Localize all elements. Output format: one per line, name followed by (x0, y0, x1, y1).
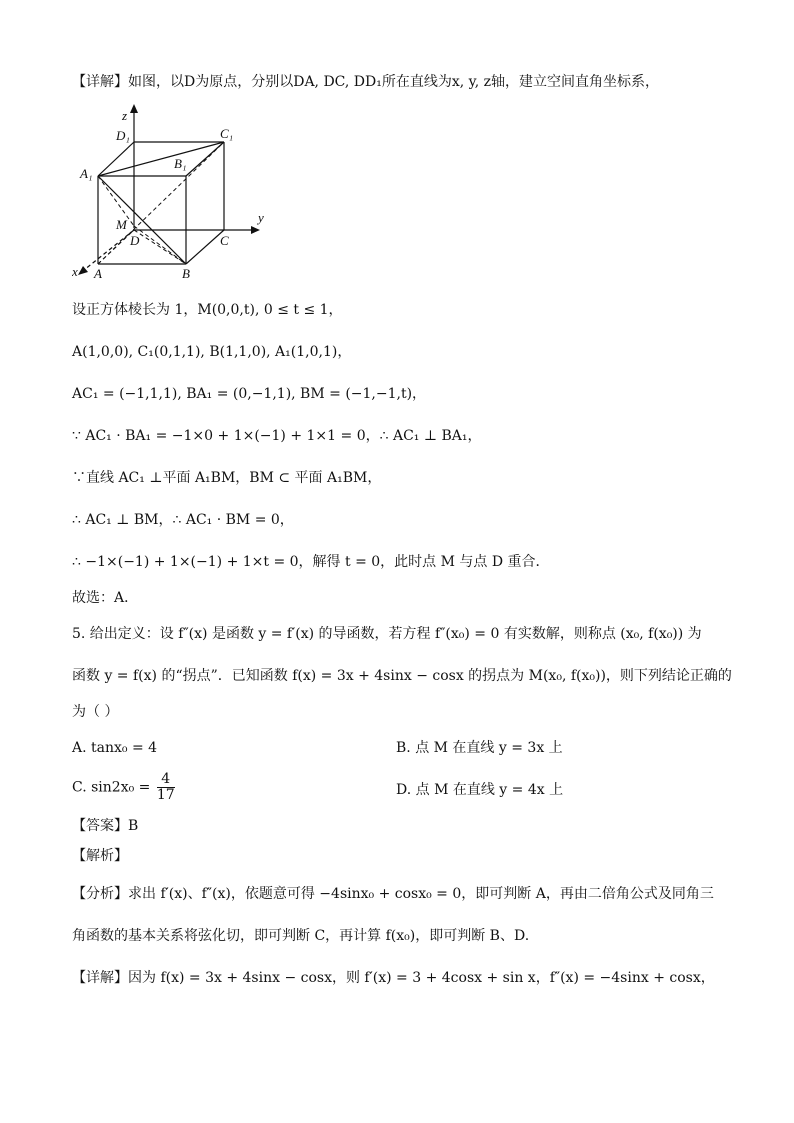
y-axis-arrow (251, 226, 260, 234)
option-c-fraction (157, 772, 175, 803)
q5-line3: 为（ ） (72, 704, 119, 720)
option-c-numerator: 4 (157, 772, 175, 788)
line-edge-length: 设正方体棱长为 1，M(0,0,t), 0 ≤ t ≤ 1， (72, 302, 343, 318)
line-coordinates: A(1,0,0), C₁(0,1,1), B(1,1,0), A₁(1,0,1)， (72, 344, 352, 360)
label-C1: C₁ (220, 126, 234, 141)
seg-MB (134, 226, 186, 264)
label-x: x (72, 264, 78, 279)
q5-line1: 5. 给出定义：设 f″(x) 是函数 y = f′(x) 的导函数，若方程 f″(x₀) = 0 有实数解，则称点 (x₀, f(x₀)) 为 (72, 626, 702, 642)
option-c-denominator: 17 (156, 787, 175, 803)
line-choice: 故选：A． (72, 590, 139, 606)
line-perp-bm: ∴ AC₁ ⊥ BM，∴ AC₁ · BM = 0， (72, 512, 294, 528)
edge-BC (186, 230, 224, 264)
option-c-prefix: C. sin2x₀ = (72, 779, 151, 796)
line-solve-t: ∴ −1×(−1) + 1×(−1) + 1×t = 0，解得 t = 0，此时点 M 与点 D 重合． (72, 554, 550, 570)
line-dot-product: ∵ AC₁ · BA₁ = −1×0 + 1×(−1) + 1×1 = 0，∴ AC₁ ⊥ BA₁， (72, 428, 482, 444)
diag-DB (134, 230, 186, 264)
label-B1: B₁ (174, 156, 187, 171)
analysis-line1: 【分析】求出 f′(x)、f″(x)，依题意可得 −4sinx₀ + cosx₀ = 0，即可判断 A，再由二倍角公式及同角三 (72, 886, 714, 902)
edge-AD (98, 230, 134, 264)
label-A: A (94, 266, 102, 280)
label-B: B (182, 266, 190, 280)
option-d: D. 点 M 在直线 y = 4x 上 (396, 782, 564, 798)
analysis-line3: 【详解】因为 f(x) = 3x + 4sinx − cosx，则 f′(x) = 3 + 4cosx + sin x，f″(x) = −4sinx + cosx， (72, 970, 715, 986)
option-a: A. tanx₀ = 4 (72, 740, 158, 756)
label-D1: D₁ (116, 128, 130, 143)
label-C: C (220, 233, 229, 248)
label-A1: A₁ (80, 166, 93, 181)
cube-figure (72, 98, 272, 280)
option-b: B. 点 M 在直线 y = 3x 上 (396, 740, 563, 756)
option-c (72, 772, 175, 803)
diag-AC1 (98, 142, 224, 264)
label-y: y (258, 210, 264, 225)
diag-A1B (98, 176, 186, 264)
analysis-line2: 角函数的基本关系将弦化切，即可判断 C，再计算 f(x₀)，即可判断 B、D. (72, 928, 530, 944)
line-vectors: AC₁ = (−1,1,1), BA₁ = (0,−1,1), BM = (−1,−1,t)， (72, 386, 427, 402)
detail-intro: 【详解】如图，以D为原点，分别以DA, DC, DD₁所在直线为x, y, z轴，建立空间直角坐标系， (72, 74, 659, 90)
z-axis-arrow (130, 104, 138, 113)
label-M: M (116, 217, 127, 232)
q5-line2: 函数 y = f(x) 的“拐点”．已知函数 f(x) = 3x + 4sinx − cosx 的拐点为 M(x₀, f(x₀))，则下列结论正确的 (72, 668, 732, 684)
answer: 【答案】B (72, 818, 139, 834)
x-axis-arrow (78, 266, 88, 275)
line-perpendicular-plane: ∵直线 AC₁ ⊥平面 A₁BM，BM ⊂ 平面 A₁BM， (72, 470, 382, 486)
label-D: D (130, 233, 140, 248)
label-z: z (122, 108, 128, 123)
analysis-label: 【解析】 (72, 848, 128, 864)
